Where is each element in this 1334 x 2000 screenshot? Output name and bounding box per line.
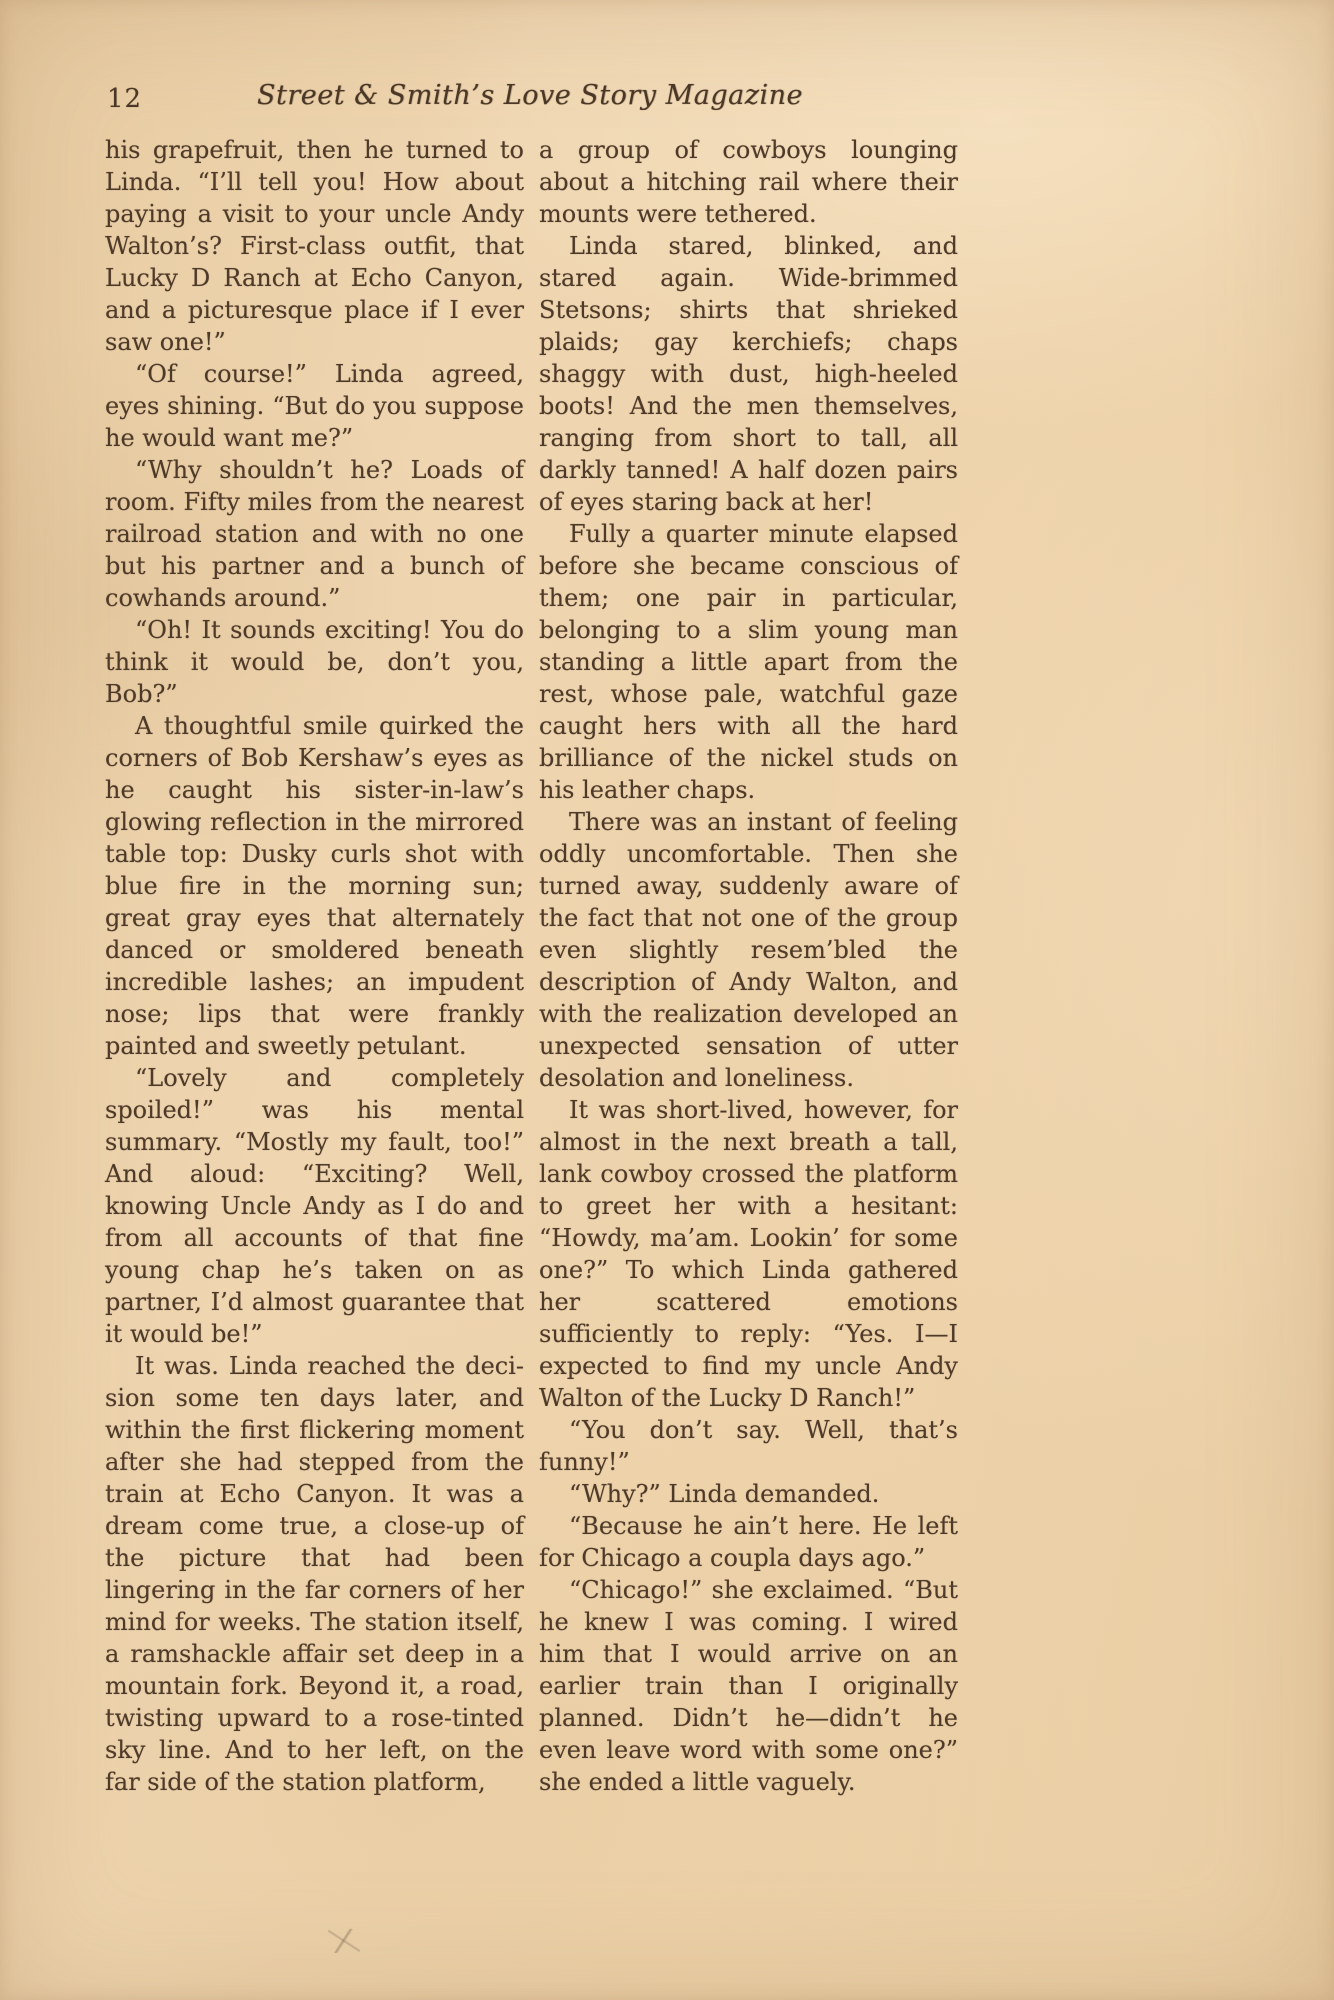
paragraph: It was. Linda reached the decision some ten days later, and within the first flickering moment after she had stepped from the train at Echo Canyon. It was a dream come true, a close-up of the picture that had been lingering in the far corners of her mind for weeks. The station itself, a ramshackle affair set deep in a mountain fork. Beyond it, a road, twisting upward to a rose-tinted sky line. And to her left, on the far side of the station platform, — [105, 1352, 524, 1796]
right-column — [539, 134, 958, 1798]
paragraph: “Lovely and completely spoiled!” was his mental summary. “Mostly my fault, too!” And aloud: “Exciting? Well, knowing Uncle Andy as I do and from all accounts of that fine young chap he’s taken on as partner, I’d almost guarantee that it would be!” — [105, 1064, 524, 1348]
page-number: 12 — [107, 84, 143, 114]
magazine-title: Street & Smith’s Love Story Magazine — [257, 80, 803, 111]
paragraph: Fully a quarter minute elapsed before she became conscious of them; one pair in particular, belonging to a slim young man standing a little apart from the rest, whose pale, watchful gaze caught hers with all the hard brilliance of the nickel studs on his leather chaps. — [539, 520, 958, 804]
paragraph: “Of course!” Linda agreed, eyes shining. “But do you suppose he would want me?” — [105, 360, 524, 452]
paragraph: It was short-lived, however, for almost in the next breath a tall, lank cowboy crossed the platform to greet her with a hesitant: “Howdy, ma’am. Lookin’ for some one?” To which Linda gathered her scattered emotions sufficiently to reply: “Yes. I—I expected to find my uncle Andy Walton of the Lucky D Ranch!” — [539, 1096, 958, 1412]
paragraph: “You don’t say. Well, that’s funny!” — [539, 1416, 958, 1476]
paragraph: “Why?” Linda demanded. — [569, 1480, 880, 1508]
paragraph: “Why shouldn’t he? Loads of room. Fifty miles from the nearest railroad station and with no one but his partner and a bunch of cowhands around.” — [105, 456, 524, 612]
paragraph: “Chicago!” she exclaimed. “But he knew I was coming. I wired him that I would arrive on an earlier train than I originally planned. Didn’t he—didn’t he even leave word with some one?” she ended a little vaguely. — [539, 1576, 958, 1796]
paragraph: Linda stared, blinked, and stared again. Wide-brimmed Stetsons; shirts that shrieked plaids; gay kerchiefs; chaps shaggy with dust, high-heeled boots! And the men themselves, ranging from short to tall, all darkly tanned! A half dozen pairs of eyes staring back at her! — [539, 232, 958, 516]
paragraph: A thoughtful smile quirked the corners of Bob Kershaw’s eyes as he caught his sister-in-law’s glowing reflection in the mirrored table top: Dusky curls shot with blue fire in the morning sun; great gray eyes that alternately danced or smoldered beneath incredible lashes; an impudent nose; lips that were frankly painted and sweetly petulant. — [105, 712, 524, 1060]
page-header — [105, 80, 955, 124]
paragraph: “Oh! It sounds exciting! You do think it would be, don’t you, Bob?” — [105, 616, 524, 708]
paragraph: a group of cowboys lounging about a hitching rail where their mounts were tethered. — [539, 136, 958, 228]
paragraph: There was an instant of feeling oddly uncomfortable. Then she turned away, suddenly aware of the fact that not one of the group even slightly resem’bled the description of Andy Walton, and with the realization developed an unexpected sensation of utter desolation and loneliness. — [539, 808, 958, 1092]
paragraph: “Because he ain’t here. He left for Chicago a coupla days ago.” — [539, 1512, 958, 1572]
paragraph: his grapefruit, then he turned to Linda. “I’ll tell you! How about paying a visit to your uncle Andy Walton’s? First-class outfit, that Lucky D Ranch at Echo Canyon, and a picturesque place if I ever saw one!” — [105, 136, 524, 356]
left-column — [105, 134, 524, 1798]
